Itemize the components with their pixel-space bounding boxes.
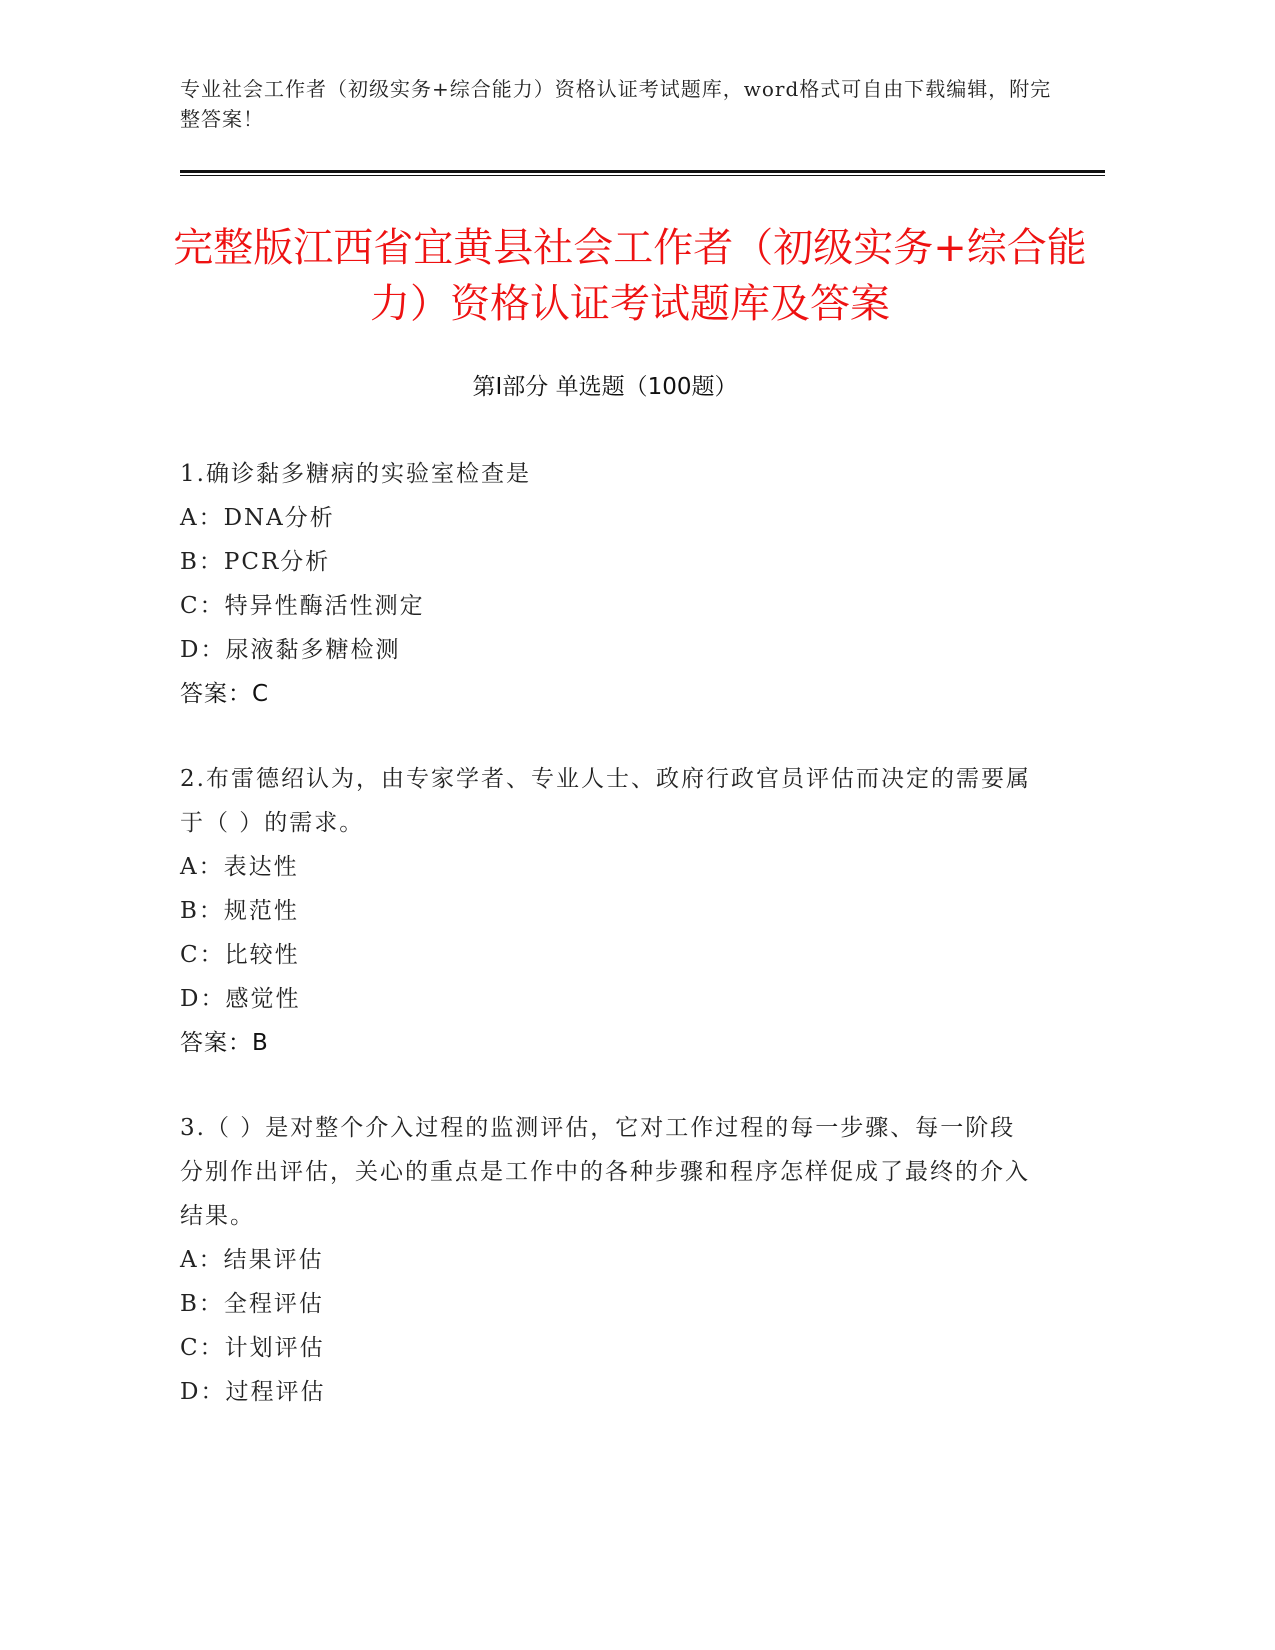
option-b: B：PCR分析 <box>180 549 331 575</box>
header-note: 专业社会工作者（初级实务+综合能力）资格认证考试题库，word格式可自由下载编辑，附完整答案！ <box>180 77 1052 131</box>
question-2 <box>180 757 1040 1065</box>
answer-label: 答案：C <box>180 681 270 707</box>
answer-label: 答案：B <box>180 1030 269 1056</box>
option-d: D：感觉性 <box>180 986 301 1012</box>
option-b: B：全程评估 <box>180 1291 324 1317</box>
header-rule-thick <box>180 170 1105 173</box>
option-a: A：DNA分析 <box>180 505 335 531</box>
question-1 <box>180 452 1040 716</box>
option-a: A：表达性 <box>180 854 299 880</box>
option-d: D：过程评估 <box>180 1379 326 1405</box>
section-heading: 第I部分 单选题（100题） <box>472 374 738 400</box>
option-d: D：尿液黏多糖检测 <box>180 637 401 663</box>
question-stem: 2.布雷德绍认为，由专家学者、专业人士、政府行政官员评估而决定的需要属于（ ）的需求。 <box>180 766 1031 836</box>
question-3 <box>180 1106 1040 1414</box>
option-c: C：计划评估 <box>180 1335 325 1361</box>
option-b: B：规范性 <box>180 898 299 924</box>
option-c: C：比较性 <box>180 942 300 968</box>
header-rule-thin <box>180 175 1105 176</box>
option-a: A：结果评估 <box>180 1247 324 1273</box>
document-title: 完整版江西省宜黄县社会工作者（初级实务+综合能力）资格认证考试题库及答案 <box>173 225 1087 327</box>
question-stem: 1.确诊黏多糖病的实验室检查是 <box>180 461 531 487</box>
question-stem: 3.（ ）是对整个介入过程的监测评估，它对工作过程的每一步骤、每一阶段分别作出评估，关心的重点是工作中的各种步骤和程序怎样促成了最终的介入结果。 <box>180 1115 1030 1229</box>
option-c: C：特异性酶活性测定 <box>180 593 425 619</box>
